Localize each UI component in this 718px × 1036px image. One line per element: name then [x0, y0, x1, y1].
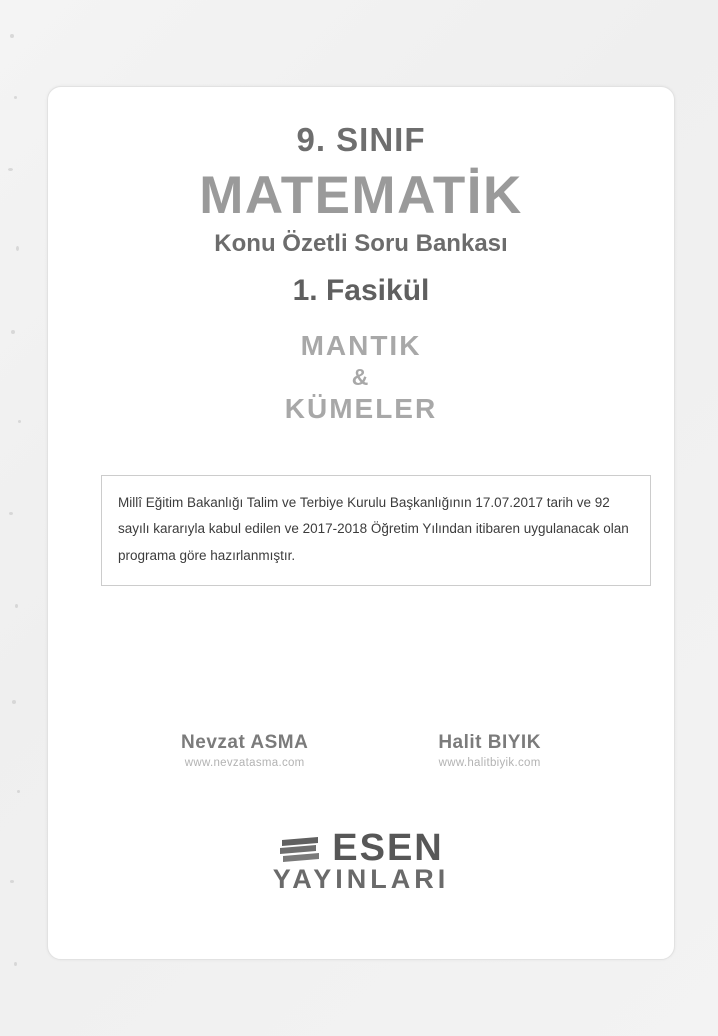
scan-speck: [18, 420, 21, 423]
esen-stacked-sheets-icon: [278, 834, 324, 864]
scan-speck: [14, 962, 17, 966]
author-website[interactable]: www.halitbiyik.com: [438, 757, 541, 769]
publisher-block: [48, 827, 674, 895]
scan-speck: [10, 880, 14, 883]
publisher-name: ESEN: [332, 827, 444, 869]
author-website[interactable]: www.nevzatasma.com: [184, 757, 305, 769]
scan-speck: [17, 790, 20, 793]
scan-speck: [11, 330, 15, 334]
author-entry: [438, 732, 541, 769]
topic-ampersand: &: [351, 364, 371, 390]
author-name: Halit BIYIK: [438, 732, 541, 753]
scan-speck: [12, 700, 16, 704]
scan-speck: [8, 168, 13, 171]
publisher-subname: YAYINLARI: [272, 864, 450, 894]
authors-row: [48, 732, 674, 769]
topics-block: [48, 330, 674, 425]
fascicle-label: 1. Fasikül: [292, 274, 430, 307]
subject-title: MATEMATİK: [199, 166, 523, 225]
scan-speck: [14, 96, 17, 99]
ministry-approval-text: Millî Eğitim Bakanlığı Talim ve Terbiye Kurulu Başkanlığının 17.07.2017 tarih ve 92 sayılı kararıyla kabul edilen ve 2017-2018 Öğretim Yılından itibaren uygulanacak olan programa göre hazırlanmıştır.: [118, 495, 629, 563]
topic-secondary: KÜMELER: [284, 393, 438, 424]
book-subtitle: Konu Özetli Soru Bankası: [214, 230, 508, 257]
grade-title: 9. SINIF: [296, 121, 426, 158]
topic-primary: MANTIK: [300, 330, 422, 361]
scan-speck: [16, 246, 19, 251]
author-entry: [181, 732, 308, 769]
scan-speck: [9, 512, 13, 515]
author-name: Nevzat ASMA: [181, 732, 309, 753]
scan-speck: [10, 34, 14, 38]
book-cover-sheet: [47, 86, 675, 960]
ministry-approval-box: [101, 475, 651, 586]
scan-speck: [15, 604, 18, 608]
